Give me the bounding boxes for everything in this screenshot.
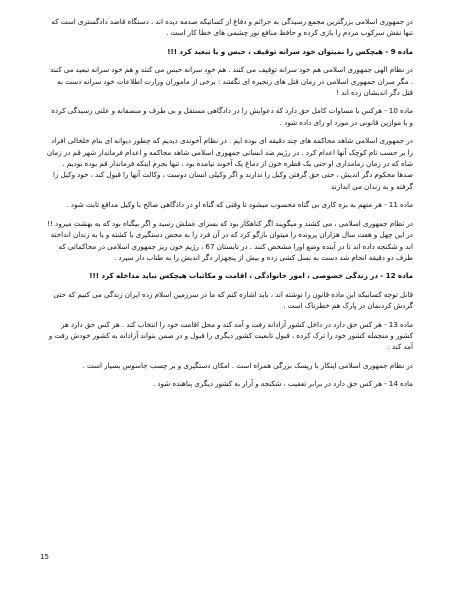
paragraph-intro: در جمهوری اسلامی بزرگترین مجمع رسیدگی به جرائم و دفاع از کسانیکه صدمه دیده اند ، دستگاه قاضد دادگستری است که تنها نقش سرکوب مردم را بازی کرده و حافظ منافع نور چشمی های خطا کار است . (51, 17, 413, 38)
article-10: ماده 10 - هرکس با مساوات کامل حق دارد که دعوایش را در دادگاهی مستقل و بی طرف و منصفانه و علنی رسیدگی کرده و با موازین قانونی در مورد او رای داده شود . (51, 106, 413, 127)
page-number: 15 (40, 553, 49, 561)
article-9: ماده 9 - هیچکس را نمیتوان خود سرانه توقیف ، حبس و یا تبعید کرد !!! (167, 46, 413, 56)
paragraph-article-12-commentary: قابل توجه کسانیکه این ماده قانون را نوشته اند ، باید اشاره کنم که ما در سرزمین اسلام زده ایران زندگی می کنیم که حتی گردش کردنمان در پارک هم خطرناک است . (53, 289, 413, 311)
paragraph-article-11-commentary: در نظام جمهوری اسلامی ، می کشند و میگویند اگر کناهکار بود که بسزای عملش رسید و اگر بیگناه بود که به بهشت میرود !! در این چهل و هفت سال هزاران پرونده را میتوان بازگو کرد که در آن فرد را به محض دستگیری یا کشته و یا به زندان انداخته اند و شکنجه داده اند تا در آینده وضع اورا مشخص کنند . در تابستان 67 ، رژیم خون ریز جمهوری اسلامی در محاکماتی که طرف دو دقیقه انجام شد دست به نسل کشی زده و بیش از پنجهزار دگر اندیش را به طناب دار سپرد . (47, 218, 413, 262)
article-12: ماده 12 - در زندگی خصوصی ، امور خانوادگی ، اقامت و مکاتبات هیچکس نباید مداخله کرد !!! (89, 271, 413, 281)
article-14: ماده 14 - هر کس حق دارد در برابر تعقیب ، شکنجه و آزار به کشور دیگری پناهنده شود . (152, 379, 413, 389)
article-11: ماده 11 - هر متهم به بزه کاری بی گناه محسوب میشود تا وقتی که گناه او در دادگاهی صالح با وکیل مدافع ثابت شود . (66, 200, 413, 210)
paragraph-article-9-commentary: در نظام الهی جمهوری اسلامی هم خود سرانه توقیف می کنند . هم خود سرانه حبس می کنند و هم خود سرانه تبعید می کنند . مگر سران جمهوری اسلامی در زمان قتل های زنجیره ای نگفتند : برخی از ماموران وزارت اطلاعات خود سرانه دست به قتل دگر اندیشان زده اند ! (50, 65, 413, 98)
article-13: ماده 13 - هر کس حق دارد در داخل کشور آزادانه رفت و آمد کند و محل اقامت خود را انتخاب کند . هر کس حق دارد هر کشور و منجمله کشور خود را ترک کرده ، قبول تابعیت کشور دیگری را قبول و در ضمن بتواند آزادانه به کشور خودش رفت و آمد کند . (48, 319, 413, 352)
paragraph-article-13-commentary: در نظام جمهوری اسلامی اینکار با ریسک بزرگی همراه است . امکان دستگیری و بر چسب جاسوس بسیار است . (82, 360, 413, 370)
document-body (46, 16, 413, 397)
paragraph-article-10-commentary: در جمهوری اسلامی شاهد محاکمه های چند دقیقه ای بوده ایم . در نظام آخوندی دیدیم که چطور دیوانه ای بنام خلخالی افراد را بر حسب تام کوچک آنها اعدام کرد . در رژیم ضد انسانی جمهوری اسلامی شاهد محاکمه و اعدام فرماندار شهر قم در زمان شاه که در زمان زمامداری او حتی یک قطره خون از دماغ یک آخوند نیامده بود ، تنها بجرم اینکه فرماندار قم بوده بودیم . صدها محکوم دگر اندیش ، حتی حق گرفتن وکیل را ندارند و اگر وکیلی انسان دوست ، وکالت آنها را قبول کند ، خود وکیل را گرفته و به زندان می اندازند (46, 136, 413, 191)
